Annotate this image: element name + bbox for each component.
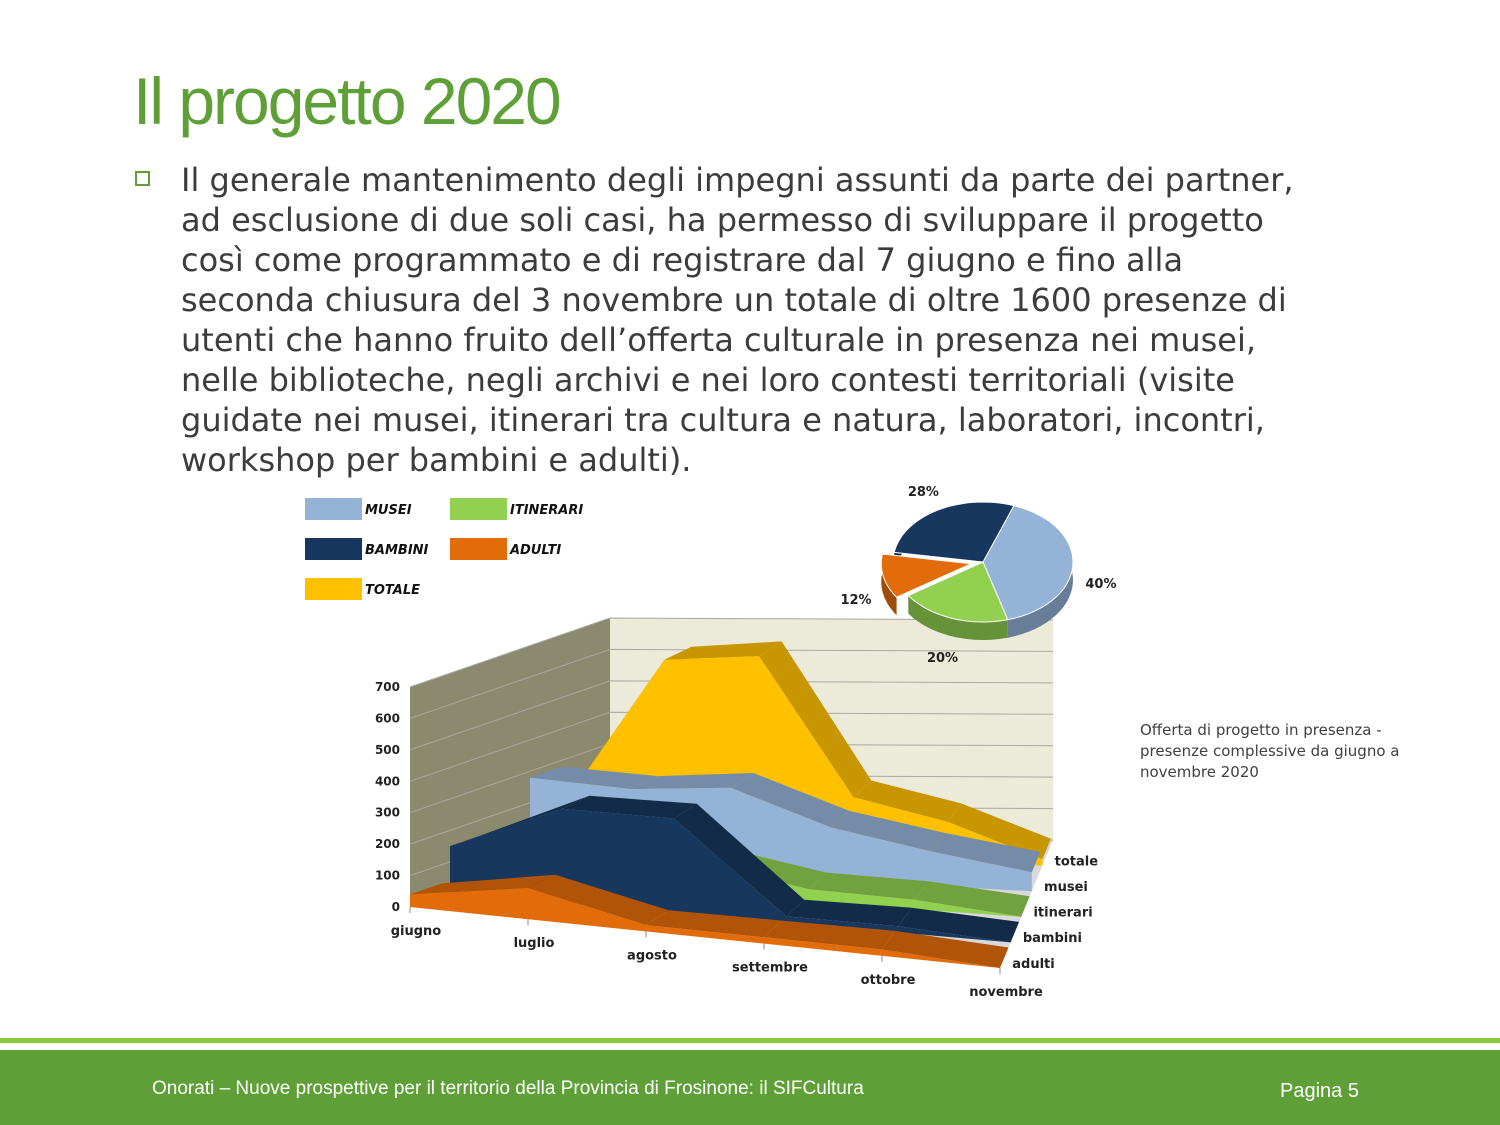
x-category-label: ottobre	[860, 972, 916, 988]
footer-accent-line	[0, 1038, 1500, 1043]
legend-swatch-totale	[305, 578, 362, 600]
x-category-label: settembre	[732, 960, 808, 976]
depth-label: totale	[1054, 854, 1099, 870]
bullet-text: Il generale mantenimento degli impegni assunti da parte dei partner, ad esclusione di due soli casi, ha permesso di sviluppare il progetto così come programmato e di registrare dal 7 giugno e fino alla seconda chiusura del 3 novembre un totale di oltre 1600 presenze di utenti che hanno fruito dell’offerta culturale in presenza nei musei, nelle biblioteche, negli archivi e nei loro contesti territoriali (visite guidate nei musei, itinerari tra cultura e natura, laboratori, incontri, workshop per bambini e adulti).	[181, 161, 1294, 479]
pie-label: 40%	[1085, 576, 1117, 592]
pie-label: 28%	[907, 485, 939, 501]
y-tick-label: 400	[374, 774, 400, 789]
legend-swatch-bambini	[305, 538, 362, 560]
y-tick-label: 200	[374, 837, 400, 852]
depth-label: adulti	[1012, 956, 1055, 972]
y-tick-label: 700	[374, 680, 400, 694]
x-category-label: novembre	[969, 985, 1043, 1000]
y-tick-label: 0	[391, 900, 400, 914]
legend-swatch-itinerari	[450, 498, 507, 520]
depth-label: itinerari	[1033, 905, 1093, 921]
legend-label-totale: TOTALE	[365, 583, 421, 598]
legend-label-bambini: BAMBINI	[365, 543, 429, 558]
legend-label-itinerari: ITINERARI	[510, 503, 584, 518]
legend-label-adulti: ADULTI	[510, 543, 562, 558]
y-tick-label: 600	[374, 711, 400, 726]
legend-label-musei: MUSEI	[365, 503, 412, 518]
x-category-label: agosto	[627, 948, 677, 964]
chart-caption: Offerta di progetto in presenza - presenze complessive da giugno a novembre 2020	[1140, 721, 1400, 781]
y-tick-label: 100	[374, 868, 400, 883]
x-category-label: giugno	[390, 924, 442, 939]
page-number: Pagina 5	[1280, 1080, 1359, 1102]
footer-text: Onorati – Nuove prospettive per il territorio della Provincia di Frosinone: il SIFCultura	[152, 1078, 864, 1099]
legend-swatch-musei	[305, 498, 362, 520]
depth-label: musei	[1044, 879, 1088, 895]
x-category-label: luglio	[513, 936, 555, 952]
y-tick-label: 500	[374, 742, 400, 757]
legend-swatch-adulti	[450, 538, 507, 560]
y-tick-label: 300	[374, 805, 400, 820]
pie-label: 12%	[840, 593, 872, 609]
pie-label: 20%	[926, 651, 959, 667]
depth-label: bambini	[1022, 931, 1082, 947]
page-title: Il progetto 2020	[133, 64, 560, 138]
